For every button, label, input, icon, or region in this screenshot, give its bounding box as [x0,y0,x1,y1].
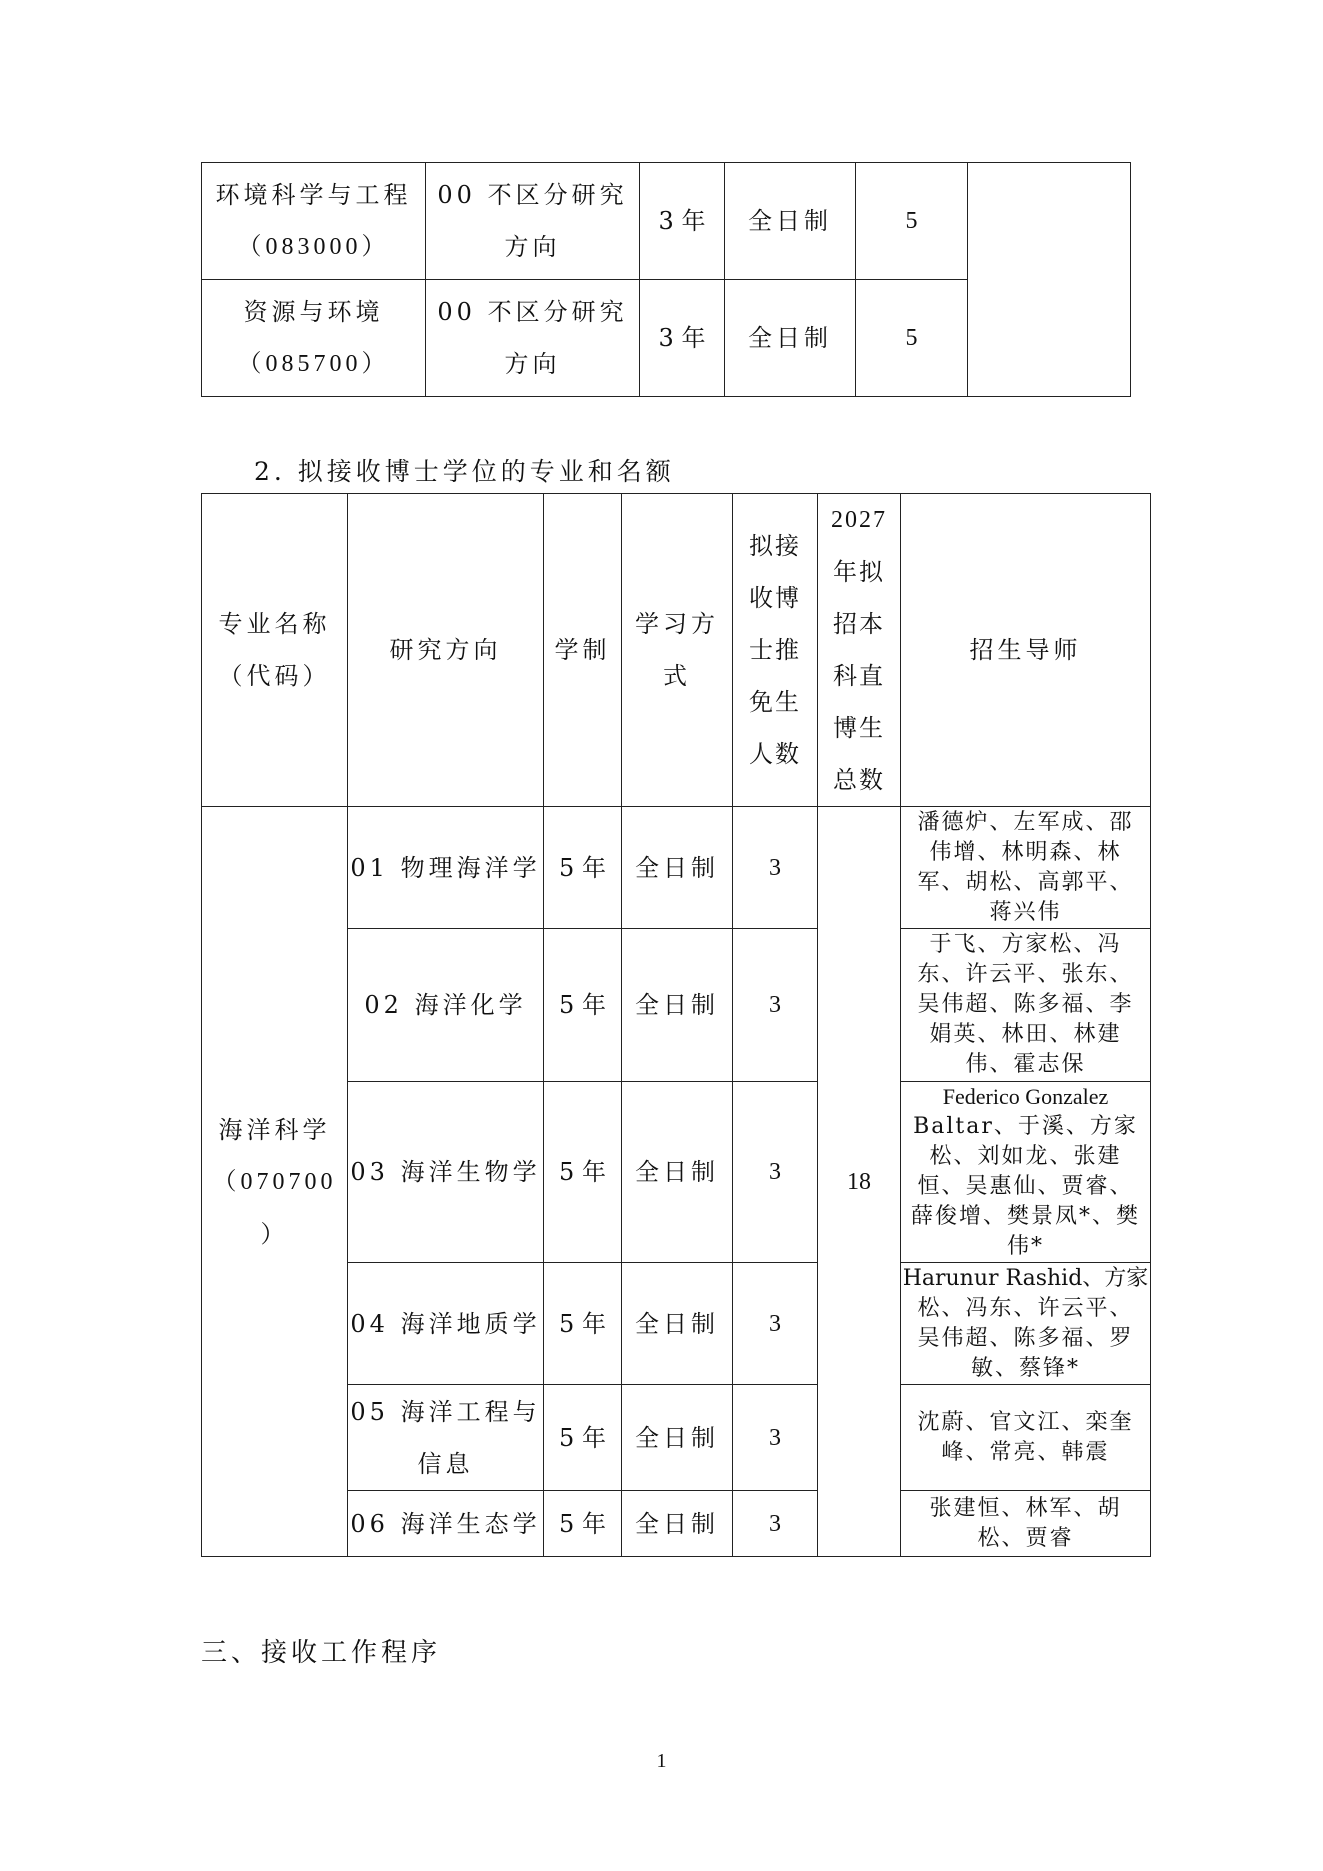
header-text: 拟接 [749,532,801,560]
header-text: 免生 [749,688,801,716]
major-code: （070700 [212,1168,337,1195]
major-name: 资源与环境 [243,298,384,326]
major-name: 海洋科学 [218,1115,331,1144]
header-mode [622,494,733,807]
supervisors-cell [901,929,1151,1082]
major-code: （085700） [237,351,390,377]
supervisor-line: 沈蔚、官文江、栾奎 [917,1409,1134,1435]
direction-cell: 06 海洋生态学 [348,1491,544,1557]
count-cell: 3 [733,1491,818,1557]
supervisor-line: 张建恒、林军、胡 [929,1495,1122,1521]
supervisors-cell [901,1082,1151,1263]
count-cell: 3 [733,807,818,929]
header-text: 总数 [833,766,885,794]
empty-cell [968,163,1131,397]
direction-text: 信息 [417,1449,474,1478]
quota-cell: 5 [856,280,968,397]
section-3-title: 三、接收工作程序 [201,1638,442,1668]
direction-cell [426,163,640,280]
supervisor-line: 伟、霍志保 [965,1052,1086,1077]
direction-cell: 03 海洋生物学 [348,1082,544,1263]
major-cell [202,280,426,397]
header-text: 2027 [831,507,887,533]
supervisor-line: 娟英、林田、林建 [929,1022,1122,1047]
header-recommended-count [733,494,818,807]
direction-text: 方向 [504,233,561,261]
supervisor-line: 吴伟超、陈多福、李 [917,992,1134,1017]
mode-cell: 全日制 [622,1082,733,1263]
duration-cell: 5 年 [544,807,622,929]
direction-cell: 02 海洋化学 [348,929,544,1082]
count-cell: 3 [733,929,818,1082]
supervisors-cell [901,1491,1151,1557]
supervisor-line: 吴伟超、陈多福、罗 [917,1325,1134,1351]
header-text: 学习方 [635,610,719,638]
count-cell: 3 [733,1082,818,1263]
header-text: 式 [663,662,691,690]
count-cell: 3 [733,1385,818,1491]
header-supervisors: 招生导师 [901,494,1151,807]
mode-cell: 全日制 [622,1491,733,1557]
supervisors-cell [901,1385,1151,1491]
direction-cell [426,280,640,397]
supervisor-line: 薛俊增、樊景凤*、樊 [910,1204,1140,1229]
mode-cell: 全日制 [622,1385,733,1491]
phd-quota-table [201,493,1151,1557]
header-text: 人数 [749,740,801,768]
table-row [202,163,1131,280]
supervisor-line: 伟增、林明森、林 [929,839,1122,865]
page-number: 1 [656,1750,667,1772]
header-text: （代码） [218,662,331,690]
supervisor-line: 敏、蔡锋* [970,1355,1080,1381]
mode-cell: 全日制 [725,163,856,280]
major-name: 环境科学与工程 [215,181,412,209]
major-code: （083000） [237,234,390,260]
supervisor-line: 松、贾睿 [977,1525,1074,1551]
major-cell [202,163,426,280]
header-direction: 研究方向 [348,494,544,807]
supervisor-line: 峰、常亮、韩震 [941,1439,1110,1465]
header-text: 科直 [833,662,885,690]
supervisor-line: Baltar、于溪、方家 [913,1114,1138,1139]
mode-cell: 全日制 [622,807,733,929]
direction-cell [348,1385,544,1491]
direction-text: 00 不区分研究 [437,298,628,326]
supervisor-line: 潘德炉、左军成、邵 [917,809,1134,835]
mode-cell: 全日制 [622,1263,733,1385]
table-header-row [202,494,1151,807]
supervisors-cell [901,807,1151,929]
section-2-title: 2. 拟接收博士学位的专业和名额 [254,457,675,486]
table-row [202,807,1151,929]
mode-cell: 全日制 [725,280,856,397]
header-text: 士推 [749,636,801,664]
supervisor-line: 蒋兴伟 [989,899,1062,925]
supervisor-line: 松、刘如龙、张建 [929,1144,1122,1169]
duration-cell: 5 年 [544,929,622,1082]
mode-cell: 全日制 [622,929,733,1082]
duration-cell: 5 年 [544,1385,622,1491]
header-text: 年拟 [833,558,885,586]
major-cell [202,807,348,1557]
supervisor-line: Federico Gonzalez [942,1084,1109,1109]
direction-text: 05 海洋工程与 [350,1397,541,1426]
duration-cell: 5 年 [544,1491,622,1557]
header-text: 专业名称 [218,610,331,638]
supervisors-cell [901,1263,1151,1385]
duration-cell: 5 年 [544,1263,622,1385]
supervisor-line: 于飞、方家松、冯 [929,932,1122,957]
header-duration: 学制 [544,494,622,807]
header-text: 招本 [833,610,885,638]
direction-cell: 04 海洋地质学 [348,1263,544,1385]
direction-text: 00 不区分研究 [437,181,628,209]
duration-cell: 3 年 [640,163,725,280]
count-cell: 3 [733,1263,818,1385]
masters-quota-table [201,162,1131,397]
supervisor-line: 松、冯东、许云平、 [917,1295,1134,1321]
header-major [202,494,348,807]
header-total-count [818,494,901,807]
duration-cell: 5 年 [544,1082,622,1263]
supervisor-line: 军、胡松、高郭平、 [917,869,1134,895]
direction-text: 方向 [504,350,561,378]
direction-cell: 01 物理海洋学 [348,807,544,929]
supervisor-line: 东、许云平、张东、 [917,962,1134,987]
supervisor-line: 恒、吴惠仙、贾睿、 [917,1174,1134,1199]
duration-cell: 3 年 [640,280,725,397]
header-text: 收博 [749,584,801,612]
quota-cell: 5 [856,163,968,280]
total-cell: 18 [818,807,901,1557]
header-text: 博生 [833,714,885,742]
supervisor-line: Harunur Rashid、方家 [902,1265,1149,1291]
major-code: ） [260,1219,289,1248]
supervisor-line: 伟* [1006,1234,1044,1259]
